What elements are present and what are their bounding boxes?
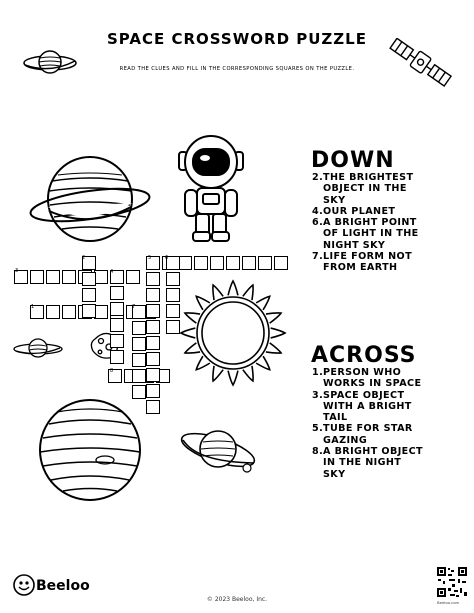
qr-code-icon [436, 566, 468, 598]
crossword-cell[interactable] [132, 369, 146, 383]
crossword-cell[interactable] [46, 270, 60, 284]
crossword-cell[interactable] [82, 288, 96, 302]
crossword-cell[interactable] [146, 384, 160, 398]
crossword-cell[interactable] [274, 256, 288, 270]
crossword-cell[interactable] [166, 272, 180, 286]
grid-number-3: 3 [15, 268, 19, 274]
crossword-cell[interactable] [226, 256, 240, 270]
across-clue-5: 5.TUBE FOR STAR GAZING [312, 423, 413, 446]
crossword-cell[interactable] [126, 270, 140, 284]
grid-number-2: 2 [82, 255, 86, 261]
crossword-cell[interactable] [242, 256, 256, 270]
crossword-cell[interactable] [110, 334, 124, 348]
crossword-cell[interactable] [166, 288, 180, 302]
grid-number-5: 5 [148, 255, 152, 261]
crossword-cell[interactable] [46, 305, 60, 319]
page-title: SPACE CROSSWORD PUZZLE [106, 30, 367, 48]
crossword-cell[interactable] [132, 337, 146, 351]
grid-number-4: 4 [110, 269, 114, 275]
across-clue-3: 3.SPACE OBJECT WITH A BRIGHT TAIL [312, 389, 412, 424]
across-clue-1: 1.PERSON WHO WORKS IN SPACE [312, 367, 422, 390]
crossword-cell[interactable] [146, 336, 160, 350]
crossword-cell[interactable] [146, 320, 160, 334]
crossword-cell[interactable] [30, 270, 44, 284]
crossword-cell[interactable] [94, 270, 108, 284]
across-clue-list [312, 367, 423, 480]
down-clue-list [312, 172, 423, 274]
crossword-cell[interactable] [146, 352, 160, 366]
crossword-cell[interactable] [132, 385, 146, 399]
across-clue-8: 8.A BRIGHT OBJECT IN THE NIGHT SKY [312, 446, 423, 480]
crossword-cell[interactable] [146, 304, 160, 318]
brand-name: Beeloo [36, 578, 90, 594]
crossword-cell[interactable] [178, 256, 192, 270]
crossword-cell[interactable] [146, 400, 160, 414]
beeloo-logo-icon [13, 574, 35, 596]
crossword-cell[interactable] [62, 270, 76, 284]
grid-number-8: 8 [110, 368, 114, 374]
down-clue-4: 4.OUR PLANET [312, 205, 396, 217]
across-heading: ACROSS [311, 343, 417, 368]
crossword-cell[interactable] [166, 304, 180, 318]
crossword-cell[interactable] [82, 272, 96, 286]
crossword-cell[interactable] [210, 256, 224, 270]
crossword-cell[interactable] [146, 272, 160, 286]
crossword-cell[interactable] [258, 256, 272, 270]
crossword-cell[interactable] [110, 286, 124, 300]
down-heading: DOWN [311, 148, 395, 173]
grid-number-6: 6 [165, 255, 169, 261]
crossword-cell[interactable] [110, 302, 124, 316]
crossword-cell[interactable] [194, 256, 208, 270]
crossword-cell[interactable] [110, 318, 124, 332]
crossword-cell[interactable] [94, 305, 108, 319]
crossword-cell[interactable] [146, 288, 160, 302]
grid-number-1: 1 [31, 304, 35, 310]
crossword-cell[interactable] [110, 350, 124, 364]
grid-number-7: 7 [132, 304, 136, 310]
down-clue-2: 2.THE BRIGHTEST OBJECT IN THE SKY [312, 172, 414, 206]
crossword-cell[interactable] [132, 353, 146, 367]
crossword-cell[interactable] [166, 320, 180, 334]
down-clue-6: 6.A BRIGHT POINT OF LIGHT IN THE NIGHT SKY [312, 217, 419, 251]
instructions: READ THE CLUES AND FILL IN THE CORRESPONDING SQUARES ON THE PUZZLE. [119, 66, 355, 72]
crossword-cell[interactable] [146, 368, 160, 382]
crossword-cell[interactable] [62, 305, 76, 319]
crossword-cell[interactable] [132, 321, 146, 335]
down-clue-7: 7.LIFE FORM NOT FROM EARTH [312, 251, 413, 274]
crossword-cell[interactable] [82, 304, 96, 318]
copyright: © 2023 Beeloo, Inc. [206, 596, 268, 603]
qr-label: Beeloo.com [437, 600, 460, 605]
